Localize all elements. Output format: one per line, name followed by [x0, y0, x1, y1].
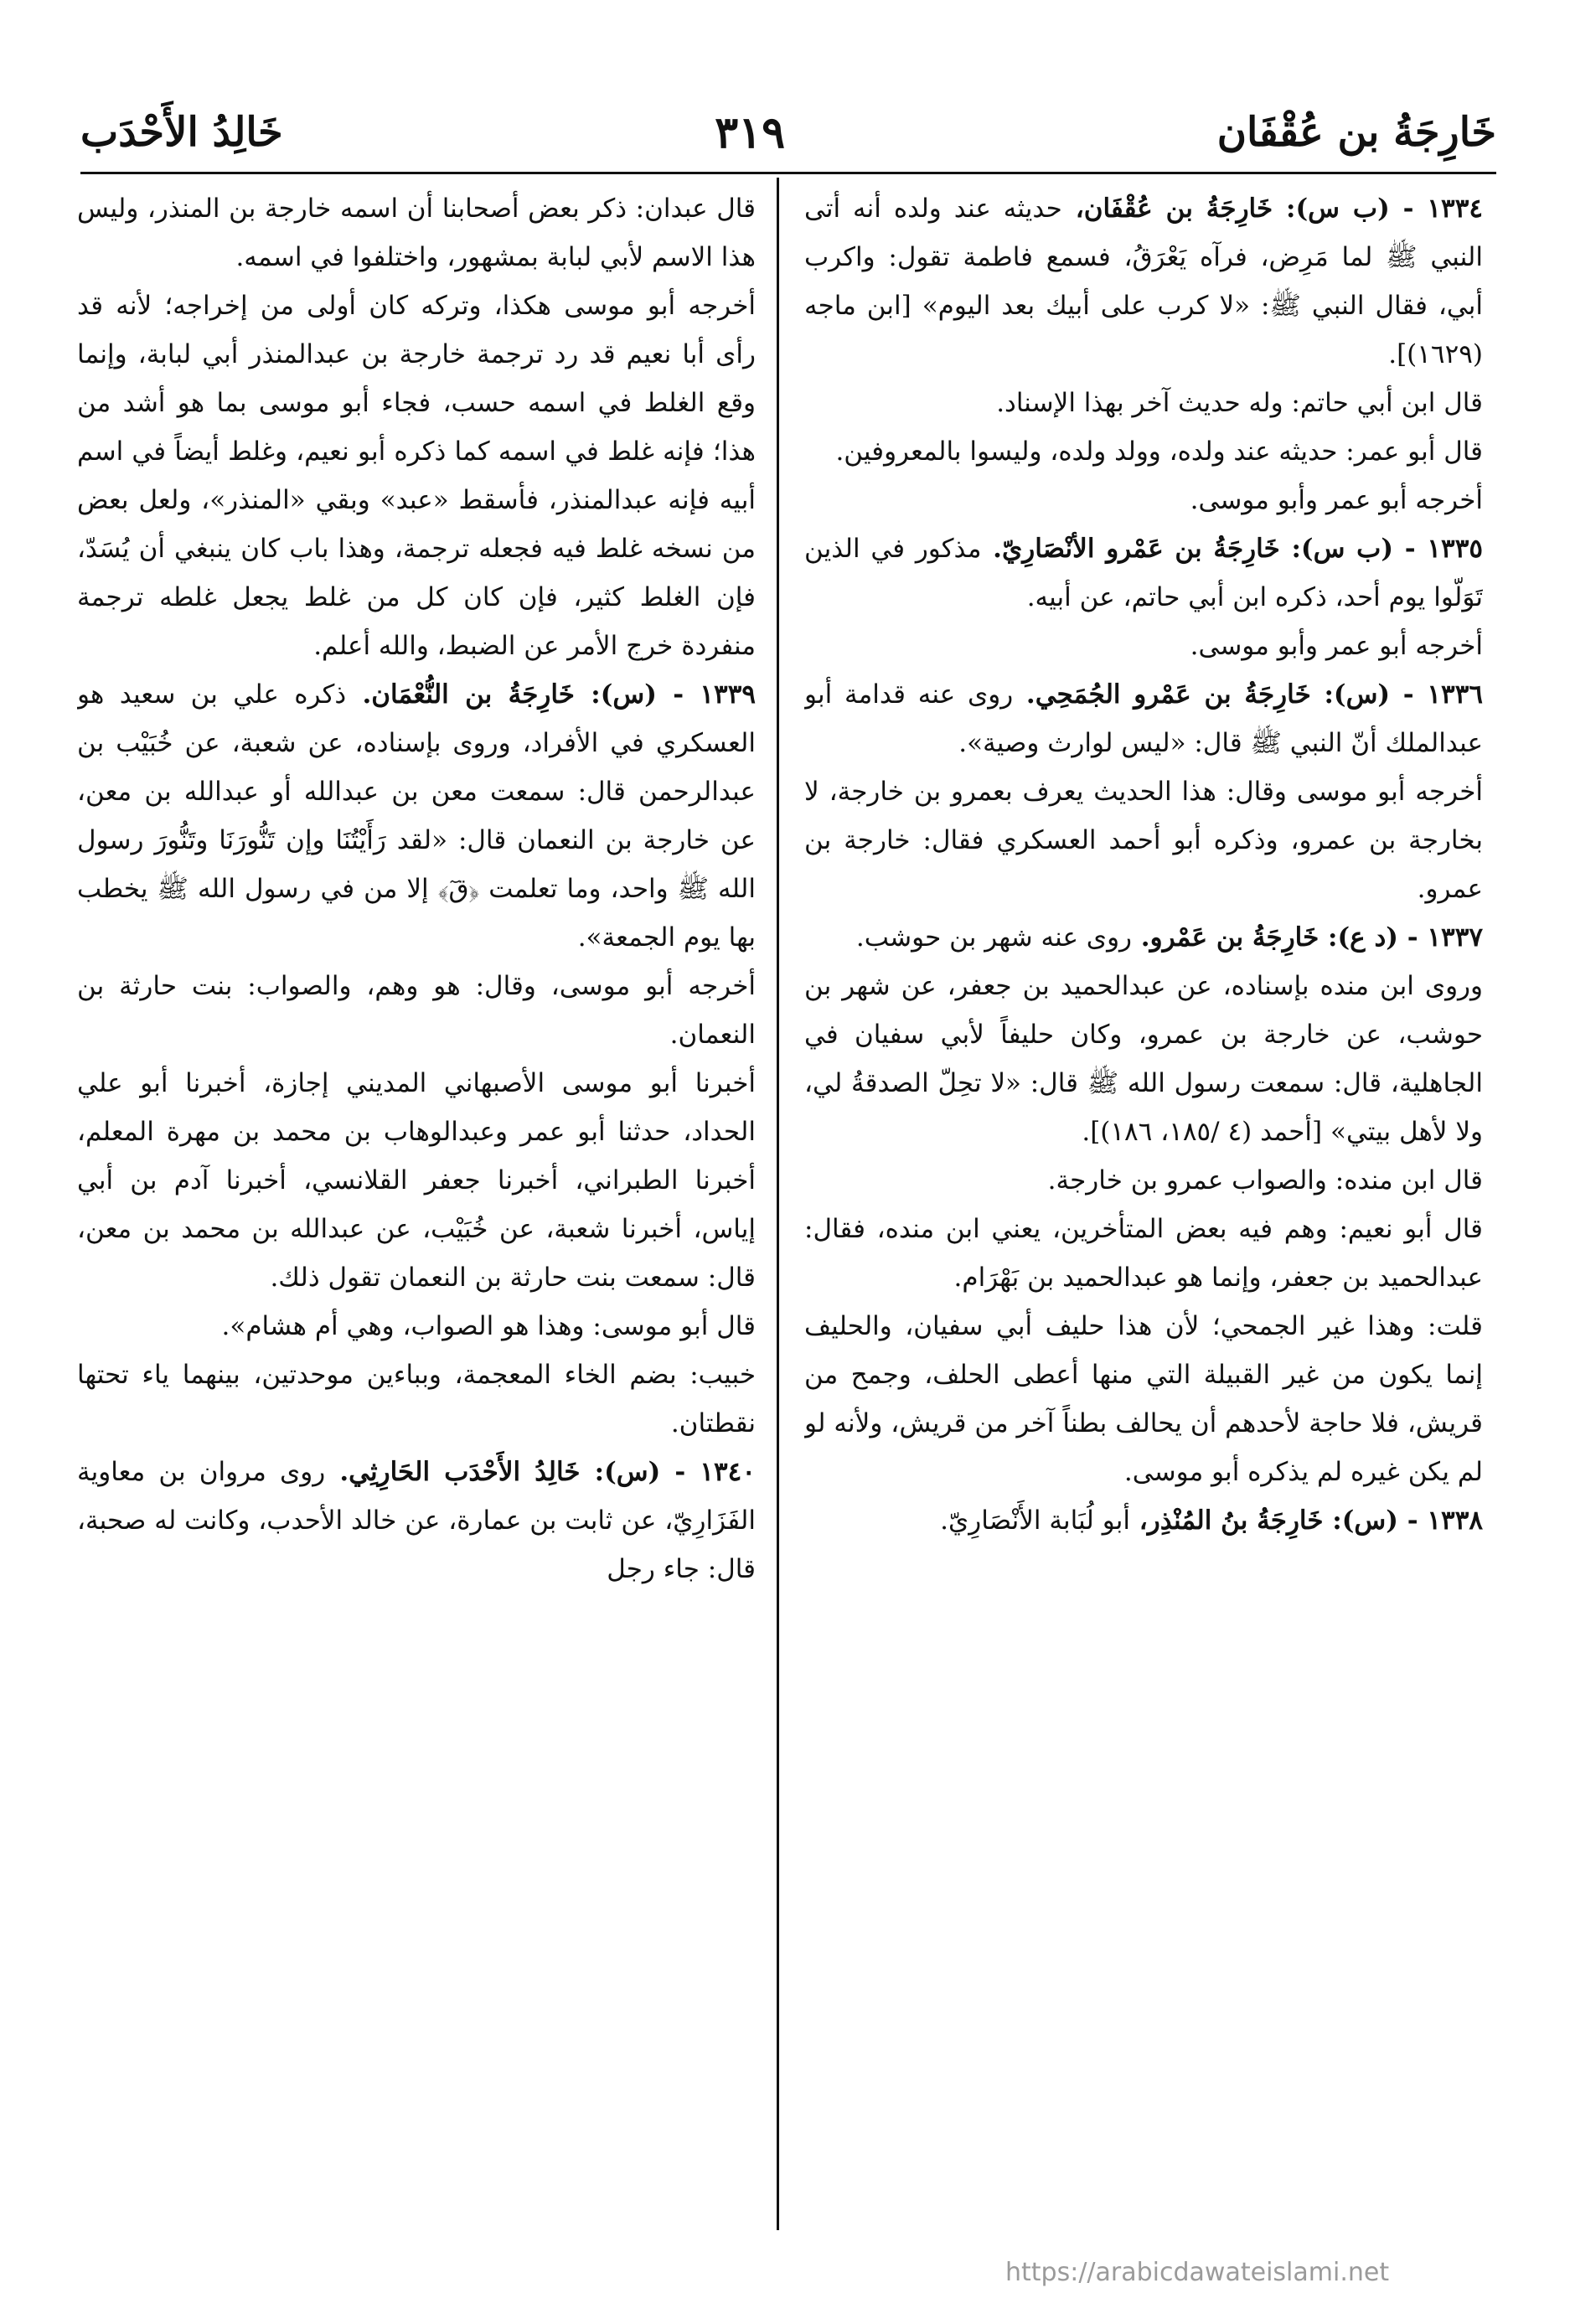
page-number: ٣١٩	[715, 106, 786, 158]
paragraph	[804, 524, 1483, 622]
paragraph-text: قال أبو نعيم: وهم فيه بعض المتأخرين، يعني ابن منده، فقال: عبدالحميد بن جعفر، وإنما هو عبدالحميد بن بَهْرَام.	[804, 1214, 1483, 1293]
paragraph-text: قال ابن منده: والصواب عمرو بن خارجة.	[1047, 1165, 1483, 1196]
paragraph	[77, 281, 756, 670]
paragraph	[804, 767, 1483, 913]
paragraph	[804, 1156, 1483, 1205]
running-head-right: خَارِجَةُ بن عُقْفَان	[1216, 109, 1496, 156]
paragraph	[804, 379, 1483, 427]
paragraph-text: قلت: وهذا غير الجمحي؛ لأن هذا حليف أبي سفيان، والحليف إنما يكون من غير القبيلة التي منها أعطى الحلف، وجمح من قريش، فلا حاجة لأحدهم أن يحالف بطناً آخر من قريش، ولأنه لو لم يكن غيره لم يذكره أبو موسى.	[804, 1311, 1483, 1487]
paragraph	[804, 670, 1483, 767]
paragraph-text: روى عنه شهر بن حوشب.	[855, 922, 1133, 953]
source-watermark: https://arabicdawateislami.net	[1005, 2258, 1390, 2287]
paragraph-text: وروى ابن منده بإسناده، عن عبدالحميد بن جعفر، عن شهر بن حوشب، عن خارجة بن عمرو، وكان حليفاً لأبي سفيان في الجاهلية، قال: سمعت رسول الله ﷺ قال: «لا تحِلّ الصدقةُ لي، ولا لأهل بيتي» [أحمد (٤ /١٨٥، ١٨٦)].	[804, 971, 1483, 1147]
paragraph	[804, 427, 1483, 476]
paragraph	[77, 1059, 756, 1302]
paragraph-text: قال عبدان: ذكر بعض أصحابنا أن اسمه خارجة بن المنذر، وليس هذا الاسم لأبي لبابة بمشهور، واختلفوا في اسمه.	[77, 194, 756, 272]
entry-heading: ١٣٣٧ - (د ع): خَارِجَةُ بن عَمْرو.	[1132, 922, 1483, 953]
paragraph-text: أخرجه أبو موسى، وقال: هو وهم، والصواب: بنت حارثة بن النعمان.	[77, 971, 756, 1050]
entry-heading: ١٣٣٦ - (س): خَارِجَةُ بن عَمْرو الجُمَحِي.	[1013, 679, 1483, 710]
left-column	[77, 184, 756, 2228]
paragraph-text: حديثه عند ولده أنه أتى النبي ﷺ لما مَرِض، فرآه يَعْرَقُ، فسمع فاطمة تقول: واكرب أبي، فقال النبي ﷺ: «لا كرب على أبيك بعد اليوم» [ابن ماجه (١٦٢٩)].	[804, 194, 1483, 369]
paragraph-text: أخرجه أبو عمر وأبو موسى.	[1190, 485, 1483, 515]
right-column	[804, 184, 1483, 2228]
paragraph-text: قال أبو عمر: حديثه عند ولده، وولد ولده، وليسوا بالمعروفين.	[835, 436, 1483, 467]
paragraph	[804, 622, 1483, 670]
paragraph	[804, 184, 1483, 379]
paragraph-text: أبو لُبَابة الأَنْصَارِيّ.	[940, 1505, 1130, 1536]
paragraph	[804, 1302, 1483, 1496]
running-head-left: خَالِدُ الأَحْدَب	[80, 109, 283, 156]
paragraph-text: روى مروان بن معاوية الفَزَارِيّ، عن ثابت بن عمارة، عن خالد الأحدب، وكانت له صحبة، قال: جاء رجل	[77, 1457, 756, 1584]
paragraph	[77, 184, 756, 281]
entry-heading: ١٣٣٥ - (ب س): خَارِجَةُ بن عَمْرو الأنْصَارِيّ.	[981, 534, 1483, 564]
paragraph	[804, 913, 1483, 962]
page-header	[80, 99, 1496, 166]
paragraph	[77, 670, 756, 962]
entry-heading: ١٣٤٠ - (س): خَالِدُ الأَحْدَب الحَارِثِي.	[325, 1457, 756, 1487]
paragraph-text: أخرجه أبو موسى وقال: هذا الحديث يعرف بعمرو بن خارجة، لا بخارجة بن عمرو، وذكره أبو أحمد العسكري فقال: خارجة بن عمرو.	[804, 777, 1483, 904]
paragraph	[77, 1351, 756, 1448]
paragraph-text: روى عنه قدامة أبو عبدالملك أنّ النبي ﷺ قال: «ليس لوارث وصية».	[804, 679, 1483, 758]
paragraph-text: قال أبو موسى: وهذا هو الصواب، وهي أم هشام».	[221, 1311, 756, 1341]
paragraph-text: قال ابن أبي حاتم: وله حديث آخر بهذا الإسناد.	[996, 388, 1483, 418]
paragraph-text: أخرجه أبو موسى هكذا، وتركه كان أولى من إخراجه؛ لأنه قد رأى أبا نعيم قد رد ترجمة خارجة بن عبدالمنذر أبي لبابة، وإنما وقع الغلط في اسمه حسب، فجاء أبو موسى بما هو أشد من هذا؛ فإنه غلط في اسمه كما ذكره أبو نعيم، وغلط أيضاً في اسم أبيه فإنه عبدالمنذر، فأسقط «عبد» وبقي «المنذر»، ولعل بعض من نسخه غلط فيه فجعله ترجمة، وهذا باب كان ينبغي أن يُسَدّ، فإن الغلط كثير، فإن كان كل من غلط يجعل غلطه ترجمة منفردة خرج الأمر عن الضبط، والله أعلم.	[77, 291, 756, 661]
paragraph-text: أخبرنا أبو موسى الأصبهاني المديني إجازة، أخبرنا أبو علي الحداد، حدثنا أبو عمر وعبدالوهاب بن محمد بن مهرة المعلم، أخبرنا الطبراني، أخبرنا جعفر القلانسي، أخبرنا آدم بن أبي إياس، أخبرنا شعبة، عن خُبَيْب، عن عبدالله بن محمد بن معن، قال: سمعت بنت حارثة بن النعمان تقول ذلك.	[77, 1068, 756, 1293]
paragraph-text: ذكره علي بن سعيد هو العسكري في الأفراد، وروى بإسناده، عن شعبة، عن خُبَيْب بن عبدالرحمن قال: سمعت معن بن عبدالله أو عبدالله بن معن، عن خارجة بن النعمان قال: «لقد رَأَيْتُنَا وإن تَنُّورَنَا وتَنُّورَ رسول الله ﷺ واحد، وما تعلمت ﴿قٓ﴾ إلا من في رسول الله ﷺ يخطب بها يوم الجمعة».	[77, 679, 756, 953]
paragraph	[77, 962, 756, 1059]
paragraph	[77, 1448, 756, 1593]
paragraph	[77, 1302, 756, 1351]
paragraph-text: أخرجه أبو عمر وأبو موسى.	[1190, 631, 1483, 661]
entry-heading: ١٣٣٨ - (س): خَارِجَةُ بنُ المُنْذِر،	[1129, 1505, 1483, 1536]
paragraph-text: خبيب: بضم الخاء المعجمة، وبباءين موحدتين، بينهما ياء تحتها نقطتان.	[77, 1360, 756, 1438]
paragraph	[804, 1205, 1483, 1302]
column-divider	[777, 178, 779, 2230]
paragraph-text: مذكور في الذين تَوَلّوا يوم أحد، ذكره ابن أبي حاتم، عن أبيه.	[804, 534, 1483, 612]
header-rule	[80, 172, 1496, 174]
paragraph	[804, 962, 1483, 1156]
paragraph	[804, 1496, 1483, 1545]
entry-heading: ١٣٣٤ - (ب س): خَارِجَةُ بن عُقْفَان،	[1061, 194, 1483, 224]
entry-heading: ١٣٣٩ - (س): خَارِجَةُ بن النُّعْمَان.	[346, 679, 756, 710]
paragraph	[804, 476, 1483, 524]
